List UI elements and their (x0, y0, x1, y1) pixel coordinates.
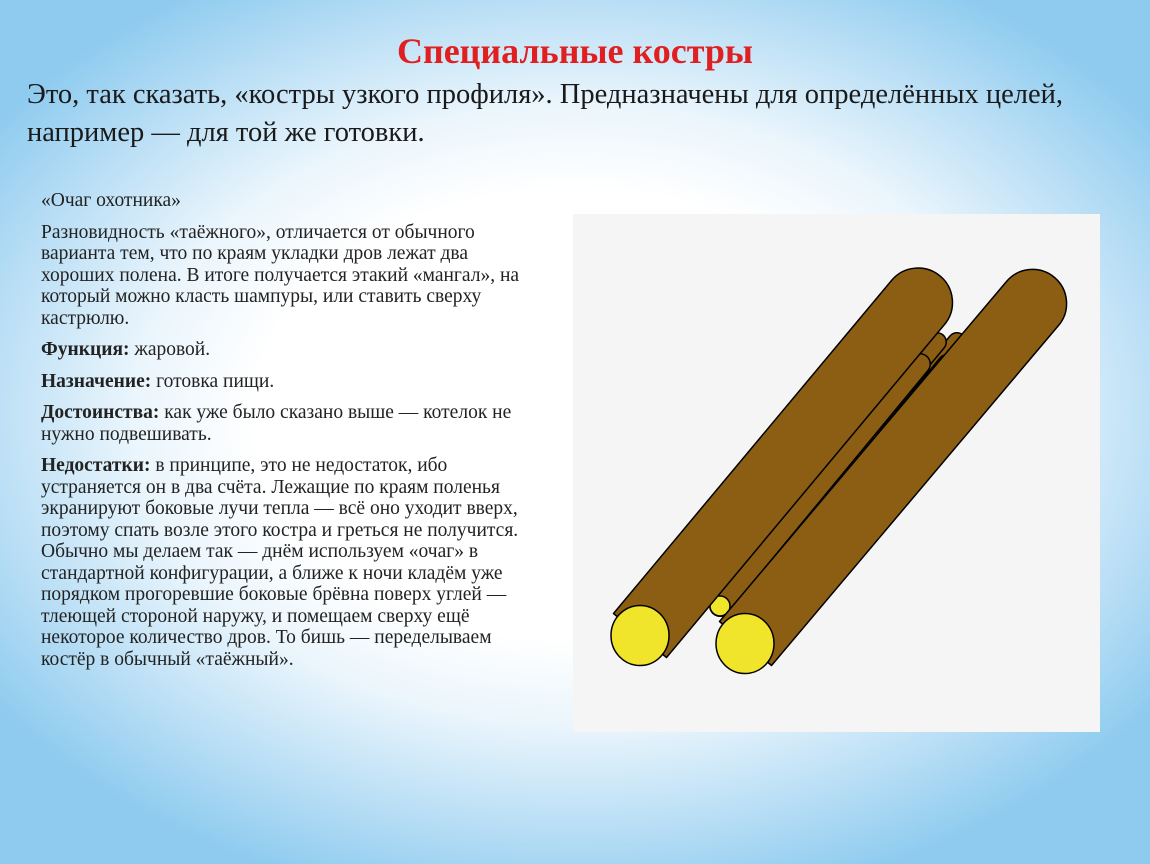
description-block (41, 190, 531, 680)
slide-title: Специальные костры (396, 31, 754, 71)
intro-text: Это, так сказать, «костры узкого профиля». Предназначены для определённых целей, например — для той же готовки. (27, 79, 1064, 148)
hunter-hearth-drawing (573, 214, 1100, 732)
section-heading: «Очаг охотника» (41, 190, 181, 211)
function-value: жаровой. (129, 339, 211, 360)
advantages-label: Достоинства: (41, 402, 160, 423)
function-label: Функция: (41, 339, 130, 360)
hunter-hearth-illustration (573, 214, 1100, 732)
purpose-value: готовка пищи. (151, 370, 275, 392)
disadvantages-label: Недостатки: (41, 455, 151, 476)
advantages-value: как уже было сказано выше — котелок не нужно подвешивать. (41, 402, 512, 445)
function-line (41, 339, 531, 361)
advantages-line (41, 402, 531, 445)
purpose-line (41, 371, 531, 393)
disadvantages-line (41, 455, 531, 670)
section-description: Разновидность «таёжного», отличается от обычного варианта тем, что по краям укладки дров лежат два хороших полена. В итоге получается этакий «мангал», на который можно класть шампуры, или ставить сверху кастрюлю. (41, 221, 520, 329)
disadvantages-value: в принципе, это не недостаток, ибо устраняется он в два счёта. Лежащие по краям поленья экранируют боковые лучи тепла — всё оно уходит вверх, поэтому спать возле этого костра и греться не получится. Обычно мы делаем так — днём используем «очаг» в стандартной конфигурации, а ближе к ночи кладём уже порядком прогоревшие боковые брёвна поверх углей — тлеющей стороной наружу, и помещаем сверху ещё некоторое количество дров. То бишь — переделываем костёр в обычный «таёжный». (41, 455, 519, 670)
purpose-label: Назначение: (41, 370, 152, 392)
